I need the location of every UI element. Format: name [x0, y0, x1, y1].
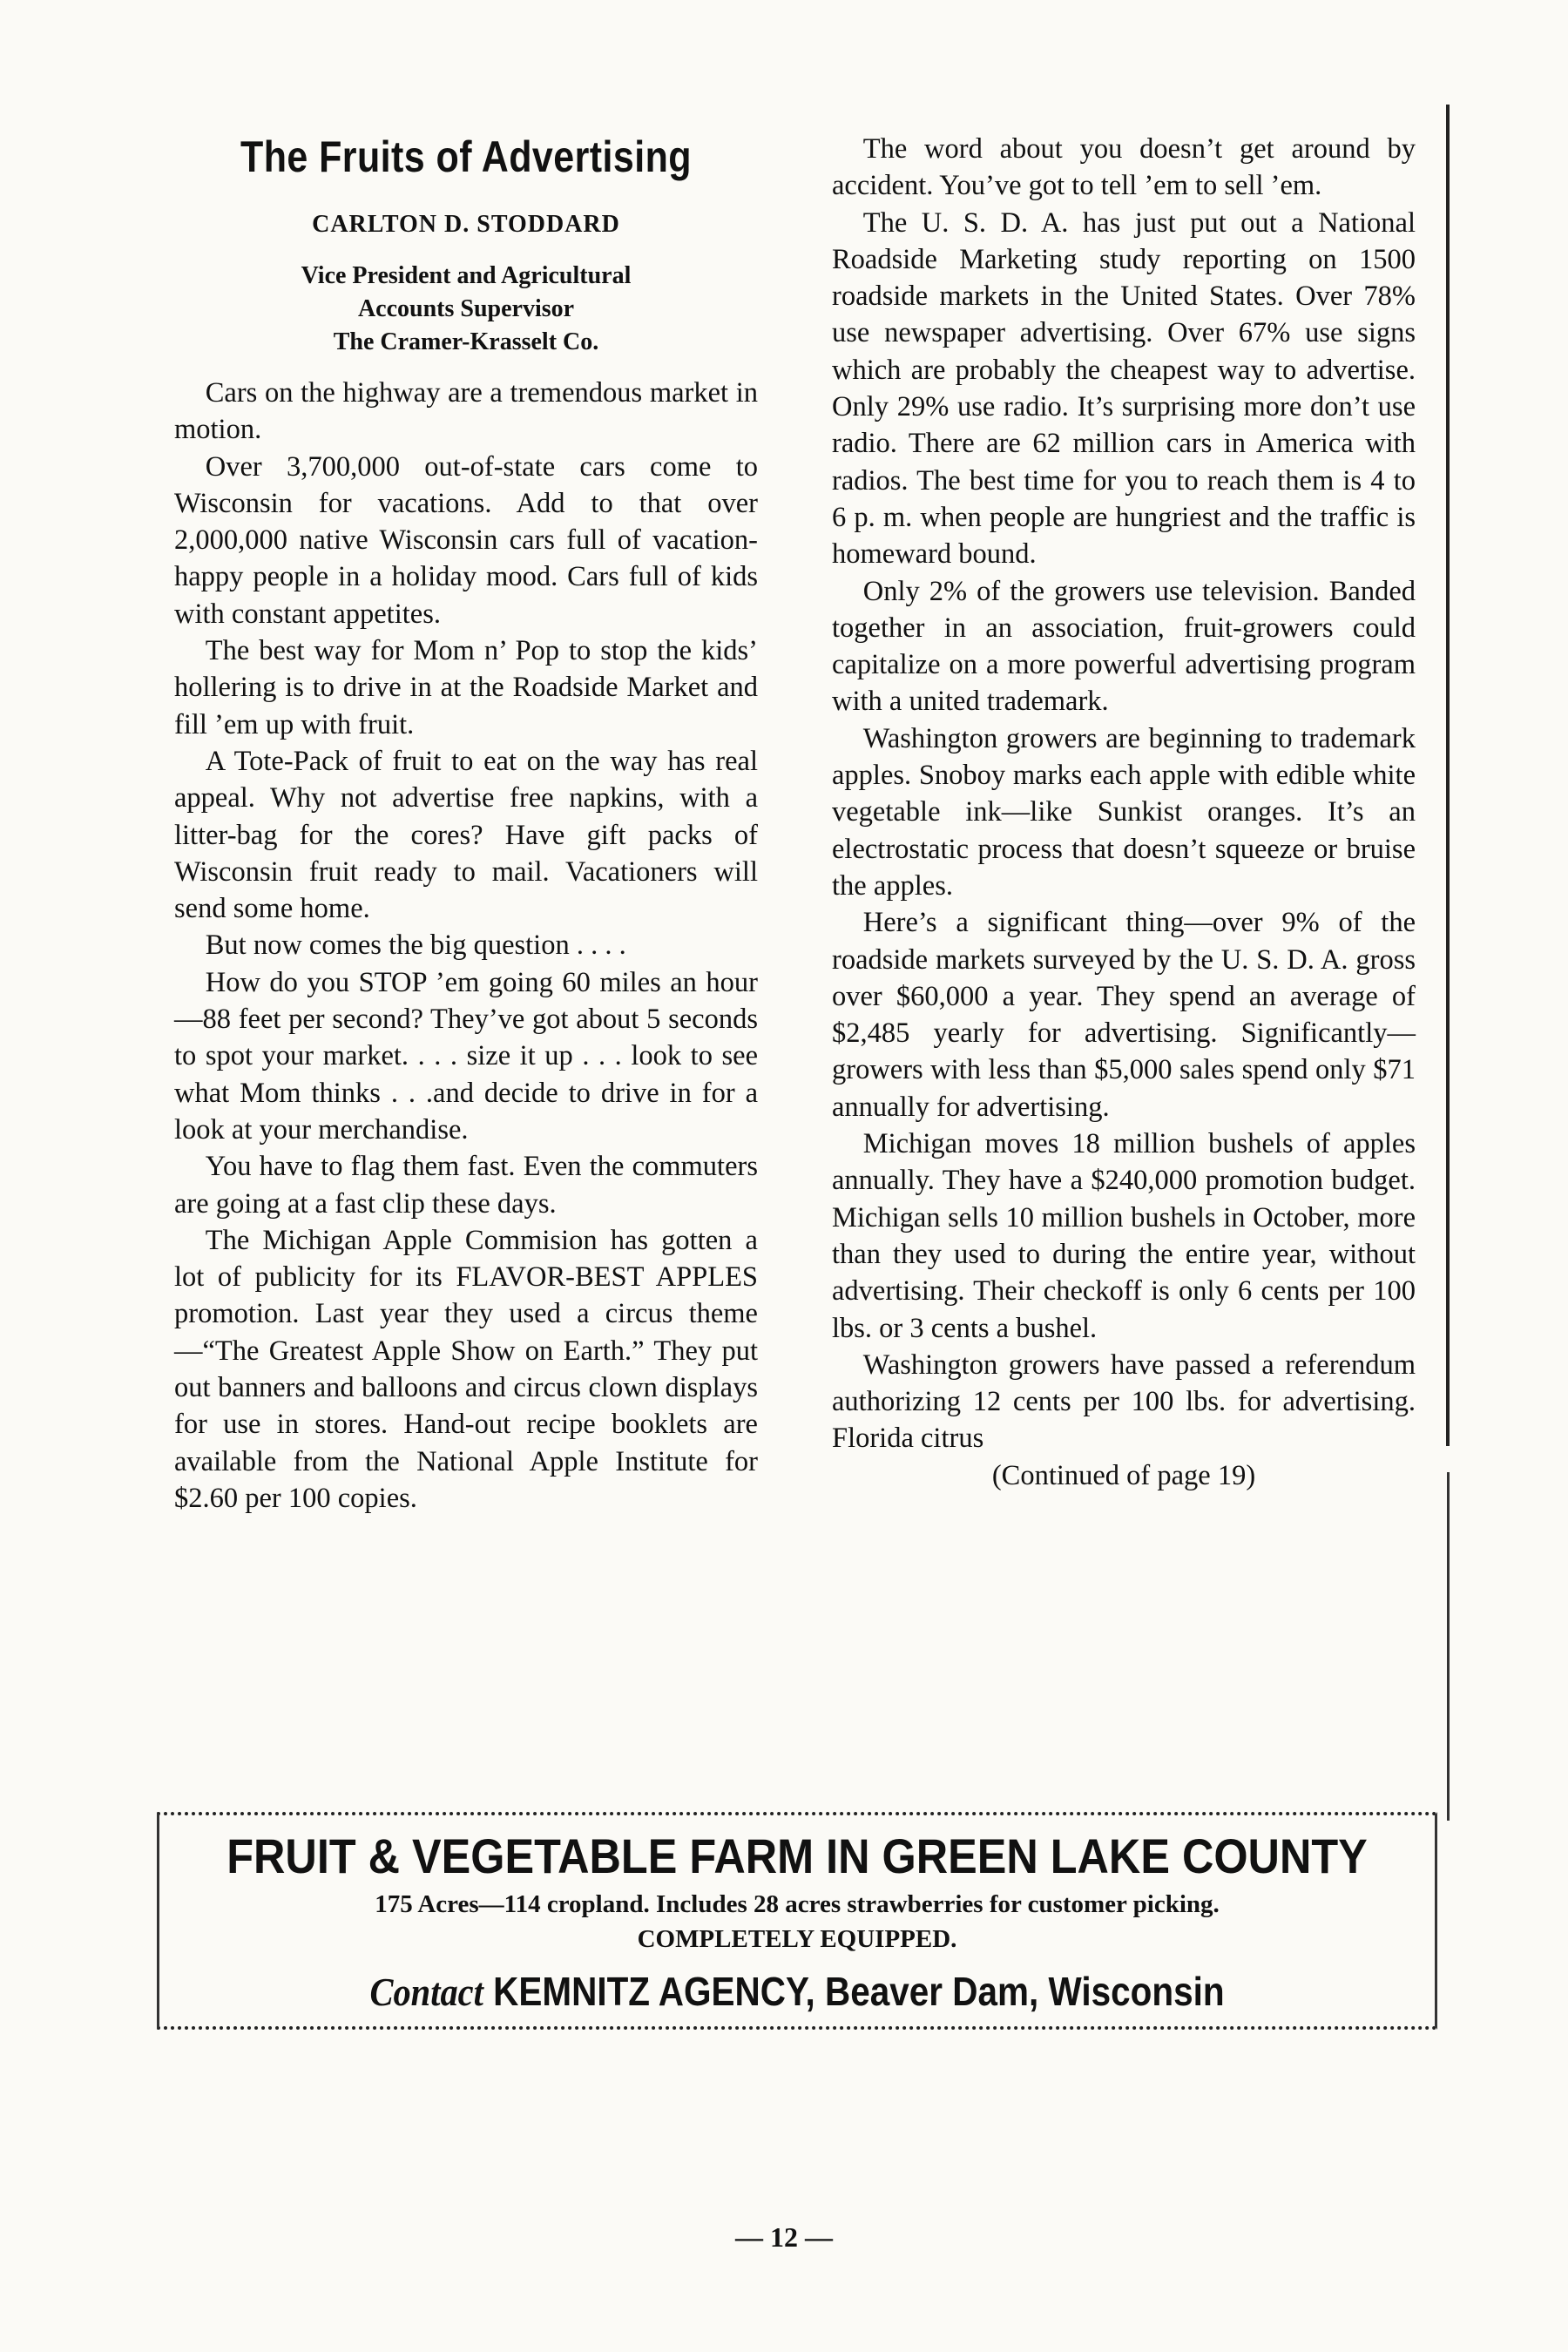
continued-note: (Continued of page 19)	[991, 1459, 1256, 1491]
ad-details: 175 Acres—114 cropland. Includes 28 acres strawberries for customer picking.	[375, 1890, 1220, 1918]
author-affiliation	[174, 260, 758, 359]
right-column	[832, 131, 1416, 1494]
paragraph: You have to flag them fast. Even the commuters are going at a fast clip these days.	[174, 1151, 758, 1220]
paragraph: The Michigan Apple Commision has gotten a lot of publicity for its FLAVOR-BEST APPLES promotion. Last year they used a circus theme—“The Greatest Apple Show on Earth.” They put out banners and balloons and circus clown displays for use in stores. Hand-out recipe booklets are available from the National Apple Institute for $2.60 per 100 copies.	[174, 1224, 758, 1514]
paragraph: Only 2% of the growers use television. Banded together in an association, fruit-growers could capitalize on a more powerful advertising program with a united trademark.	[832, 575, 1416, 718]
binding-edge-line	[1446, 105, 1450, 1446]
paragraph: How do you STOP ’em going 60 miles an hour—88 feet per second? They’ve got about 5 seconds to spot your market. . . . size it up . . . look to see what Mom thinks . . .and decide to drive in for a look at your merchandise.	[174, 966, 758, 1146]
ad-equipped: COMPLETELY EQUIPPED.	[637, 1925, 957, 1953]
ad-contact-name: KEMNITZ AGENCY, Beaver Dam, Wisconsin	[493, 1969, 1225, 2014]
paragraph: Michigan moves 18 million bushels of apples annually. They have a $240,000 promotion budget. Michigan sells 10 million bushels in October, more than they used to during the entire year, without advertising. Their checkoff is only 6 cents per 100 lbs. or 3 cents a bushel.	[832, 1128, 1416, 1344]
affiliation-line: The Cramer-Krasselt Co.	[333, 328, 599, 355]
paragraph: Washington growers are beginning to trademark apples. Snoboy marks each apple with edible white vegetable ink—like Sunkist oranges. It’s an electrostatic process that doesn’t squeeze or bruise the apples.	[832, 722, 1416, 902]
paragraph: Cars on the highway are a tremendous market in motion.	[174, 377, 758, 446]
paragraph: Over 3,700,000 out-of-state cars come to Wisconsin for vacations. Add to that over 2,000,000 native Wisconsin cars full of vacation-happy people in a holiday mood. Cars full of kids with constant appetites.	[174, 450, 758, 630]
ad-contact	[236, 1965, 1358, 2018]
classified-ad-box	[157, 1812, 1437, 2030]
binding-edge-line-lower	[1447, 1472, 1450, 1821]
paragraph: The U. S. D. A. has just put out a National Roadside Marketing study reporting on 1500 roadside markets in the United States. Over 78% use newspaper advertising. Over 67% use signs which are probably the cheapest way to advertise. Only 29% use radio. It’s surprising more don’t use radio. There are 62 million cars in America with radios. The best time for you to reach them is 4 to 6 p. m. when people are hungriest and the traffic is homeward bound.	[832, 206, 1416, 571]
paragraph: The word about you doesn’t get around by accident. You’ve got to tell ’em to sell ’em.	[832, 133, 1416, 202]
page-number: — 12 —	[735, 2221, 833, 2253]
article-title: The Fruits of Advertising	[240, 132, 693, 181]
ad-headline: FRUIT & VEGETABLE FARM IN GREEN LAKE COUNTY	[226, 1828, 1368, 1883]
left-column	[174, 131, 758, 1517]
author-byline: CARLTON D. STODDARD	[312, 211, 620, 238]
paragraph: But now comes the big question . . . .	[205, 929, 626, 962]
ad-contact-label: Contact	[369, 1970, 483, 2014]
paragraph: Washington growers have passed a referendum authorizing 12 cents per 100 lbs. for advertising. Florida citrus	[832, 1348, 1416, 1455]
paragraph: The best way for Mom n’ Pop to stop the kids’ hollering is to drive in at the Roadside Market and fill ’em up with fruit.	[174, 635, 758, 740]
affiliation-line: Accounts Supervisor	[357, 295, 575, 322]
affiliation-line: Vice President and Agricultural	[301, 262, 632, 289]
paragraph: A Tote-Pack of fruit to eat on the way has real appeal. Why not advertise free napkins, with a litter-bag for the cores? Have gift packs of Wisconsin fruit ready to mail. Vacationers will send some home.	[174, 745, 758, 925]
paragraph: Here’s a significant thing—over 9% of the roadside markets surveyed by the U. S. D. A. gross over $60,000 a year. They spend an average of $2,485 yearly for advertising. Significantly—growers with less than $5,000 sales spend only $71 annually for advertising.	[832, 907, 1416, 1123]
